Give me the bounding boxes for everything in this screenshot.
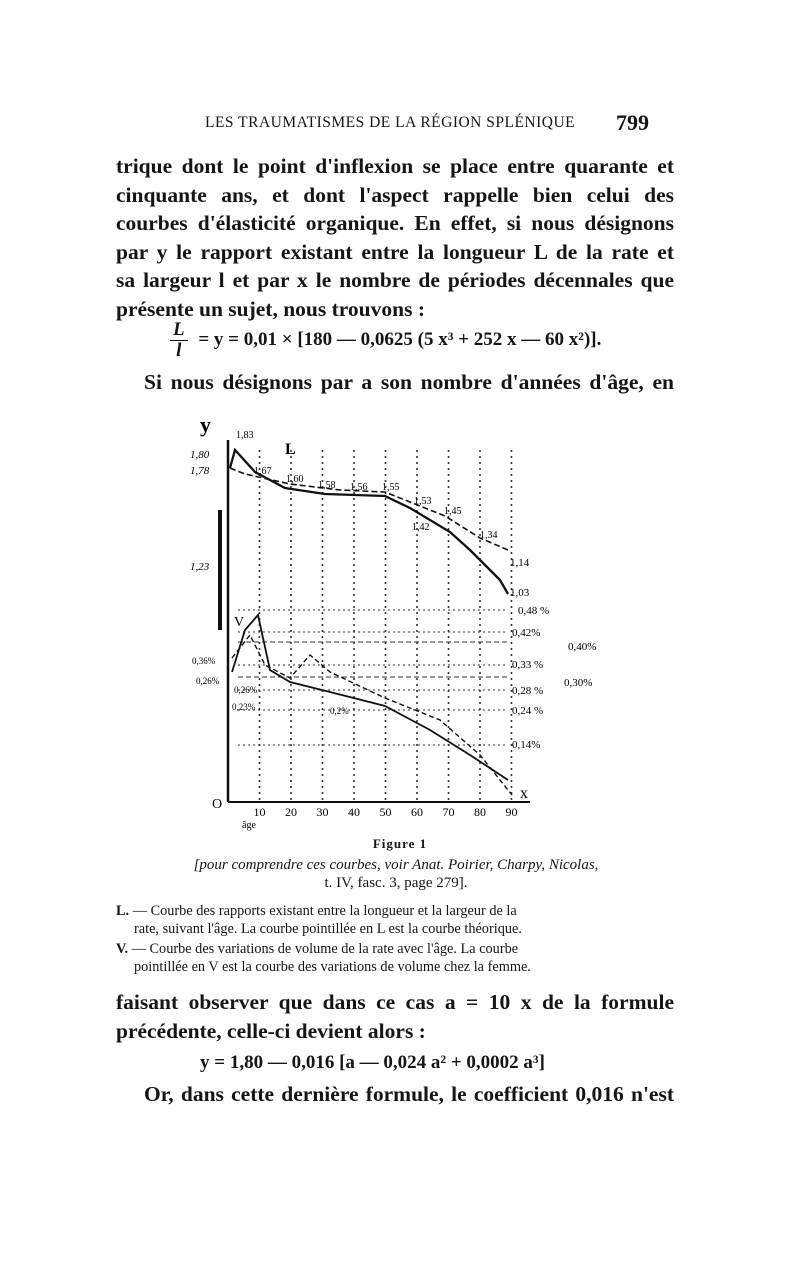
- figure-caption: Figure 1: [372, 836, 428, 851]
- fraction-denominator: l: [176, 340, 182, 361]
- y-label: 1,78: [190, 465, 210, 477]
- text-line: précédente, celle-ci devient alors :: [116, 1018, 426, 1043]
- legend-V: [116, 940, 676, 976]
- V-right-label: 0,48 %: [518, 605, 550, 617]
- L-value: 1,60: [286, 474, 304, 485]
- legend-text: — Courbe des variations de volume de la rate avec l'âge. La courbe: [131, 941, 519, 957]
- formula-ratio: [170, 320, 601, 361]
- legend-text: pointillée en V est la courbe des variations de volume chez la femme.: [134, 959, 531, 975]
- caption-note: [116, 856, 676, 892]
- curve-V-label: V: [234, 615, 245, 630]
- fraction-numerator: L: [170, 320, 188, 341]
- curve-L: [230, 450, 508, 594]
- legend-L: [116, 902, 676, 938]
- paragraph-1: [116, 152, 674, 323]
- text-line: présente un sujet, nous trouvons :: [116, 296, 425, 321]
- L-value: 1,42: [412, 522, 430, 533]
- L-value: 1,58: [318, 480, 336, 491]
- text-line: Or, dans cette dernière formule, le coefficient 0,016 n'est: [144, 1082, 674, 1106]
- y-label: 1,80: [190, 449, 210, 461]
- text-line: faisant observer que dans ce cas a = 10 x de la formule: [116, 990, 674, 1014]
- legend-text: rate, suivant l'âge. La courbe pointillée en L est la courbe théorique.: [134, 921, 522, 937]
- text-line: cinquante ans, et dont l'aspect rappelle bien celui des: [116, 182, 674, 207]
- x-tick-label: 30: [316, 805, 329, 819]
- x-tick-label: 50: [379, 805, 392, 819]
- V-right-label: 0,24 %: [512, 705, 544, 717]
- x-tick-label: 90: [505, 805, 518, 819]
- caption-note-line: t. IV, fasc. 3, page 279].: [324, 875, 468, 891]
- text-line: sa largeur l et par x le nombre de périodes décennales que: [116, 268, 674, 292]
- legend-key: L.: [116, 903, 130, 919]
- paragraph-3: [116, 988, 674, 1045]
- L-value: 1,55: [382, 482, 400, 493]
- V-right-label: 0,33 %: [512, 659, 544, 671]
- x-tick-label: 40: [348, 805, 360, 819]
- V-mid-label: 0,2%: [330, 706, 349, 716]
- V-left-label: 0,23%: [232, 702, 256, 712]
- x-tick-label: 70: [442, 805, 455, 819]
- formula-age: y = 1,80 — 0,016 [a — 0,024 a² + 0,0002 a³]: [200, 1052, 545, 1073]
- L-value: 1,34: [480, 530, 498, 541]
- L-value: 1,03: [510, 587, 530, 599]
- V-right-label: 0,30%: [564, 677, 593, 689]
- V-right-label: 0,28 %: [512, 685, 544, 697]
- y-axis-label: y: [200, 412, 211, 437]
- origin-label: O: [212, 797, 223, 812]
- fraction: [170, 320, 188, 361]
- V-right-label: 0,42%: [512, 627, 541, 639]
- page-number: 799: [616, 110, 649, 135]
- curve-V: [232, 615, 508, 780]
- x-tick-label: 10: [253, 805, 266, 819]
- text-line: Si nous désignons par a son nombre d'années d'âge, en: [144, 370, 674, 394]
- L-value: 1,14: [510, 557, 530, 569]
- V-left-label: 0,26%: [196, 676, 220, 686]
- curve-L-label: L: [285, 441, 296, 458]
- L-value: 1,53: [414, 496, 432, 507]
- y-label: 1,23: [190, 561, 210, 573]
- age-label: âge: [242, 820, 256, 831]
- L-value: 1,83: [236, 430, 254, 441]
- x-axis-label: x: [520, 785, 528, 802]
- text-line: par y le rapport existant entre la longueur L de la rate et: [116, 239, 674, 264]
- L-value: 1,67: [254, 466, 272, 477]
- paragraph-4: [116, 1080, 674, 1109]
- V-right-label: 0,14%: [512, 739, 541, 751]
- running-title: LES TRAUMATISMES DE LA RÉGION SPLÉNIQUE: [205, 114, 576, 131]
- formula-rhs: = y = 0,01 × [180 — 0,0625 (5 x³ + 252 x — 60 x²)].: [198, 328, 602, 350]
- text-line: courbes d'élasticité organique. En effet, si nous désignons: [116, 211, 674, 235]
- L-value: 1,56: [350, 482, 368, 493]
- x-tick-label: 80: [474, 805, 486, 819]
- L-value: 1,45: [444, 506, 462, 517]
- paragraph-2: [116, 368, 674, 397]
- horizontal-guides: [238, 610, 508, 745]
- x-tick-labels: [254, 805, 518, 819]
- legend-key: V.: [116, 941, 129, 957]
- legend-text: — Courbe des rapports existant entre la longueur et la largeur de la: [132, 903, 517, 919]
- caption-note-line: [pour comprendre ces courbes, voir Anat. Poirier, Charpy, Nicolas,: [193, 857, 599, 873]
- x-tick-label: 60: [411, 805, 423, 819]
- text-line: trique dont le point d'inflexion se place entre quarante et: [116, 154, 674, 178]
- x-tick-label: 20: [285, 805, 297, 819]
- V-right-label: 0,40%: [568, 641, 597, 653]
- figure-chart: [150, 410, 650, 835]
- curve-V-female: [232, 635, 512, 795]
- V-left-label: 0,26%: [234, 685, 258, 695]
- V-left-label: 0,36%: [192, 656, 216, 666]
